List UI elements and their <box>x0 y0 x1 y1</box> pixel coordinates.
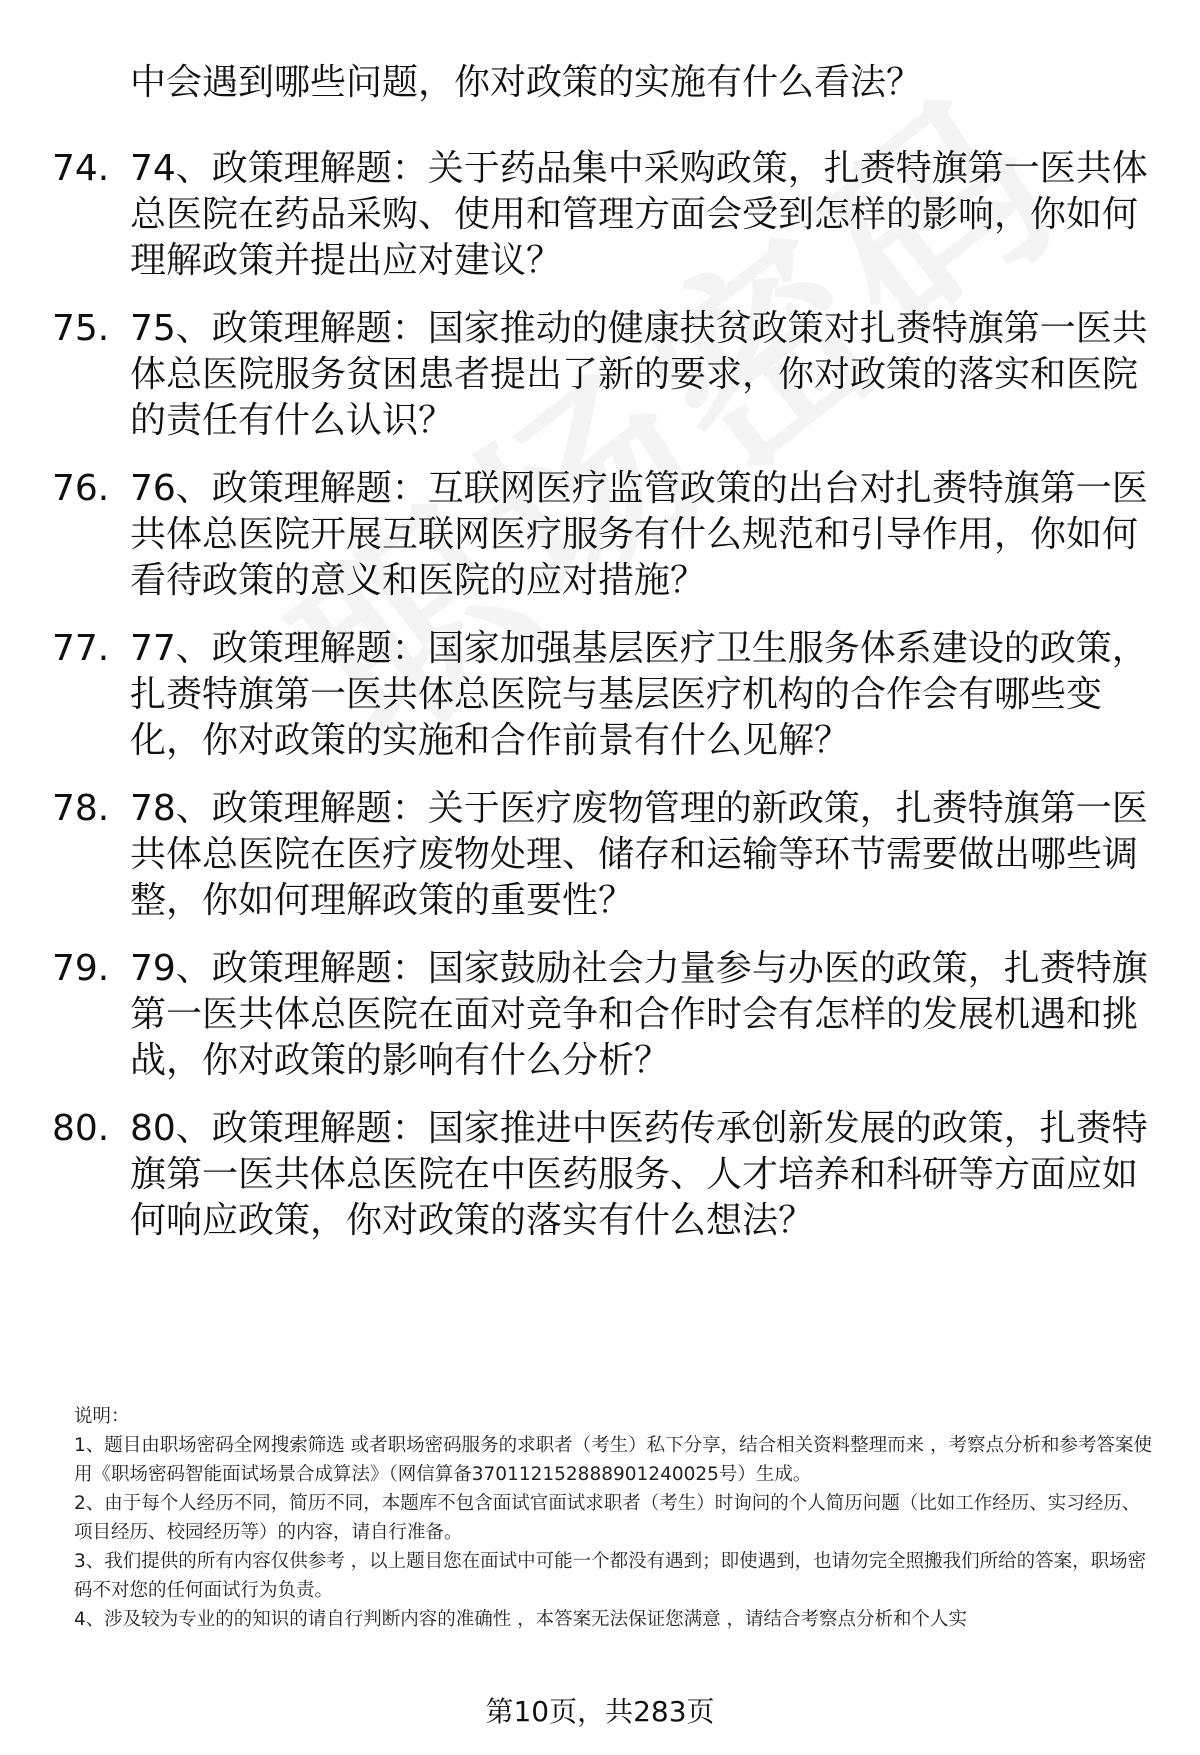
question-number: 76. <box>52 468 110 509</box>
question-number: 75. <box>52 308 110 349</box>
question-text: 75、政策理解题：国家推动的健康扶贫政策对扎赉特旗第一医共体总医院服务贫困患者提出了新的要求，你对政策的落实和医院的责任有什么认识？ <box>130 308 1148 441</box>
question-number: 80. <box>52 1108 110 1149</box>
question-text: 79、政策理解题：国家鼓励社会力量参与办医的政策，扎赉特旗第一医共体总医院在面对竞争和合作时会有怎样的发展机遇和挑战，你对政策的影响有什么分析？ <box>130 948 1148 1081</box>
notes-section <box>74 1402 1154 1634</box>
question-item <box>0 786 1200 934</box>
question-text: 78、政策理解题：关于医疗废物管理的新政策，扎赉特旗第一医共体总医院在医疗废物处理、储存和运输等环节需要做出哪些调整，你如何理解政策的重要性？ <box>130 788 1148 921</box>
question-number: 74. <box>52 148 110 189</box>
question-number: 77. <box>52 628 110 669</box>
question-item <box>0 146 1200 294</box>
question-item <box>0 306 1200 454</box>
question-item <box>0 626 1200 774</box>
question-text: 77、政策理解题：国家加强基层医疗卫生服务体系建设的政策，扎赉特旗第一医共体总医院与基层医疗机构的合作会有哪些变化，你对政策的实施和合作前景有什么见解？ <box>130 628 1148 761</box>
question-item <box>0 946 1200 1094</box>
question-text: 76、政策理解题：互联网医疗监管政策的出台对扎赉特旗第一医共体总医院开展互联网医疗服务有什么规范和引导作用，你如何看待政策的意义和医院的应对措施？ <box>130 468 1148 601</box>
page-number-label: 第10页，共283页 <box>485 1695 715 1728</box>
question-number: 78. <box>52 788 110 829</box>
note-item: 4、涉及较为专业的的知识的请自行判断内容的准确性 ，本答案无法保证您满意 ，请结合考察点分析和个人实 <box>74 1609 968 1630</box>
question-text: 80、政策理解题：国家推进中医药传承创新发展的政策，扎赉特旗第一医共体总医院在中医药服务、人才培养和科研等方面应如何响应政策，你对政策的落实有什么想法？ <box>130 1108 1148 1241</box>
note-item: 1、题目由职场密码全网搜索筛选 或者职场密码服务的求职者（考生）私下分享，结合相关资料整理而来 ，考察点分析和参考答案使用《职场密码智能面试场景合成算法》（网信算备370112152888901240025号）生成。 <box>74 1435 1153 1485</box>
question-item <box>0 1106 1200 1254</box>
question-text: 74、政策理解题：关于药品集中采购政策，扎赉特旗第一医共体总医院在药品采购、使用和管理方面会受到怎样的影响，你如何理解政策并提出应对建议？ <box>130 148 1148 281</box>
notes-heading: 说明： <box>74 1406 130 1427</box>
page-footer <box>0 1694 1200 1730</box>
question-number: 79. <box>52 948 110 989</box>
carryover-text: 中会遇到哪些问题，你对政策的实施有什么看法？ <box>130 62 923 103</box>
question-item <box>0 466 1200 614</box>
question-list <box>0 146 1200 1266</box>
note-item: 3、我们提供的所有内容仅供参考 ，以上题目您在面试中可能一个都没有遇到；即使遇到，也请勿完全照搬我们所给的答案，职场密码不对您的任何面试行为负责。 <box>74 1551 1147 1601</box>
note-item: 2、由于每个人经历不同，简历不同，本题库不包含面试官面试求职者（考生）时询问的个人简历问题（比如工作经历、实习经历、项目经历、校园经历等）的内容，请自行准备。 <box>74 1493 1141 1543</box>
